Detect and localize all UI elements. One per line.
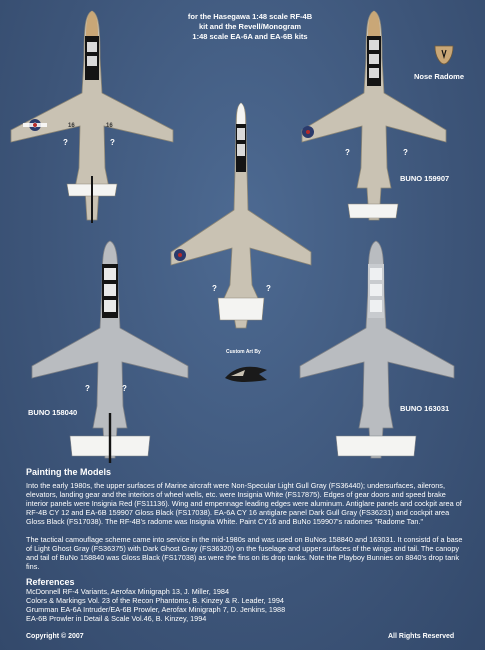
section-title: Painting the Models — [26, 467, 112, 477]
section-para-2: The tactical camouflage scheme came into service in the mid-1980s and was used on BuNos 158840 and 163031. It consistd of a base of Light Ghost Gray (FS36375) with Dark Ghost Gray (FS36320) on the fuselage and upper surfaces of the wings and tail. The canopy and tail of BuNo 158840 was Gloss Black (FS17038) as were the fins on its drop tanks. Note the Playboy Bunnies on 8840's drop tank fins. — [26, 535, 463, 571]
question-mark-8: ? — [122, 384, 127, 393]
header-line-3: 1:48 scale EA-6A and EA-6B kits — [192, 32, 308, 41]
ea6b-163031-profile — [296, 238, 471, 466]
nose-radome-icon — [433, 42, 455, 66]
question-mark-1: ? — [63, 138, 68, 147]
wing-number-left: 16 — [68, 123, 75, 129]
artist-logo-icon — [221, 356, 271, 390]
wing-number-right: 16 — [106, 123, 113, 129]
references-list — [26, 587, 285, 623]
custom-art-label: Custom Art By — [226, 349, 261, 355]
header-line-1: for the Hasegawa 1:48 scale RF-4B — [187, 12, 313, 21]
buno-158040-label: BUNO 158040 — [28, 408, 78, 417]
reference-item: Colors & Markings Vol. 23 of the Recon Phantoms, B. Kinzey & R. Leader, 1994 — [26, 596, 284, 605]
header-line-2: kit and the Revell/Monogram — [198, 22, 302, 31]
question-mark-5: ? — [212, 284, 217, 293]
copyright: Copyright © 2007 — [26, 633, 84, 640]
nose-radome-label: Nose Radome — [414, 72, 465, 81]
reference-item: Grumman EA-6A Intruder/EA-6B Prowler, Aerofax Minigraph 7, D. Jenkins, 1988 — [26, 605, 286, 614]
all-rights-reserved: All Rights Reserved — [388, 633, 455, 640]
buno-163031-label: BUNO 163031 — [400, 404, 450, 413]
ea6a-cy16-profile — [5, 8, 180, 230]
buno-159907-label: BUNO 159907 — [400, 174, 450, 183]
question-mark-7: ? — [85, 384, 90, 393]
question-mark-3: ? — [345, 148, 350, 157]
reference-item: McDonnell RF-4 Variants, Aerofax Minigraph 13, J. Miller, 1984 — [26, 587, 230, 596]
reference-item: EA-6B Prowler in Detail & Scale Vol.46, B. Kinzey, 1994 — [26, 614, 207, 623]
question-mark-2: ? — [110, 138, 115, 147]
question-mark-6: ? — [266, 284, 271, 293]
question-mark-4: ? — [403, 148, 408, 157]
references-title: References — [26, 577, 75, 587]
section-para-1: Into the early 1980s, the upper surfaces of Marine aircraft were Non-Specular Light Gull Gray (FS36440); undersurfaces, ailerons, elevators, landing gear and the interiors of wheel wells, etc. were Insignia White (FS17875). Edges of gear doors and speed brake interior panels were Insignia Red (FS11136). Wing and empennage leading edges were aluminum. Antiglare panels and cockpit area of RF-4B CY 12 and EA-6B 159907 Gloss Black (FS17038). EA-6A CY 16 antiglare panel Dark Gull Gray (FS36231) and cockpit area Gloss Black (FS17038). The RF-4B's radome was Insignia White. Paint CY16 and BuNo 159907's radomes "Radome Tan." — [26, 481, 462, 526]
ea6b-158840-profile — [28, 238, 203, 466]
